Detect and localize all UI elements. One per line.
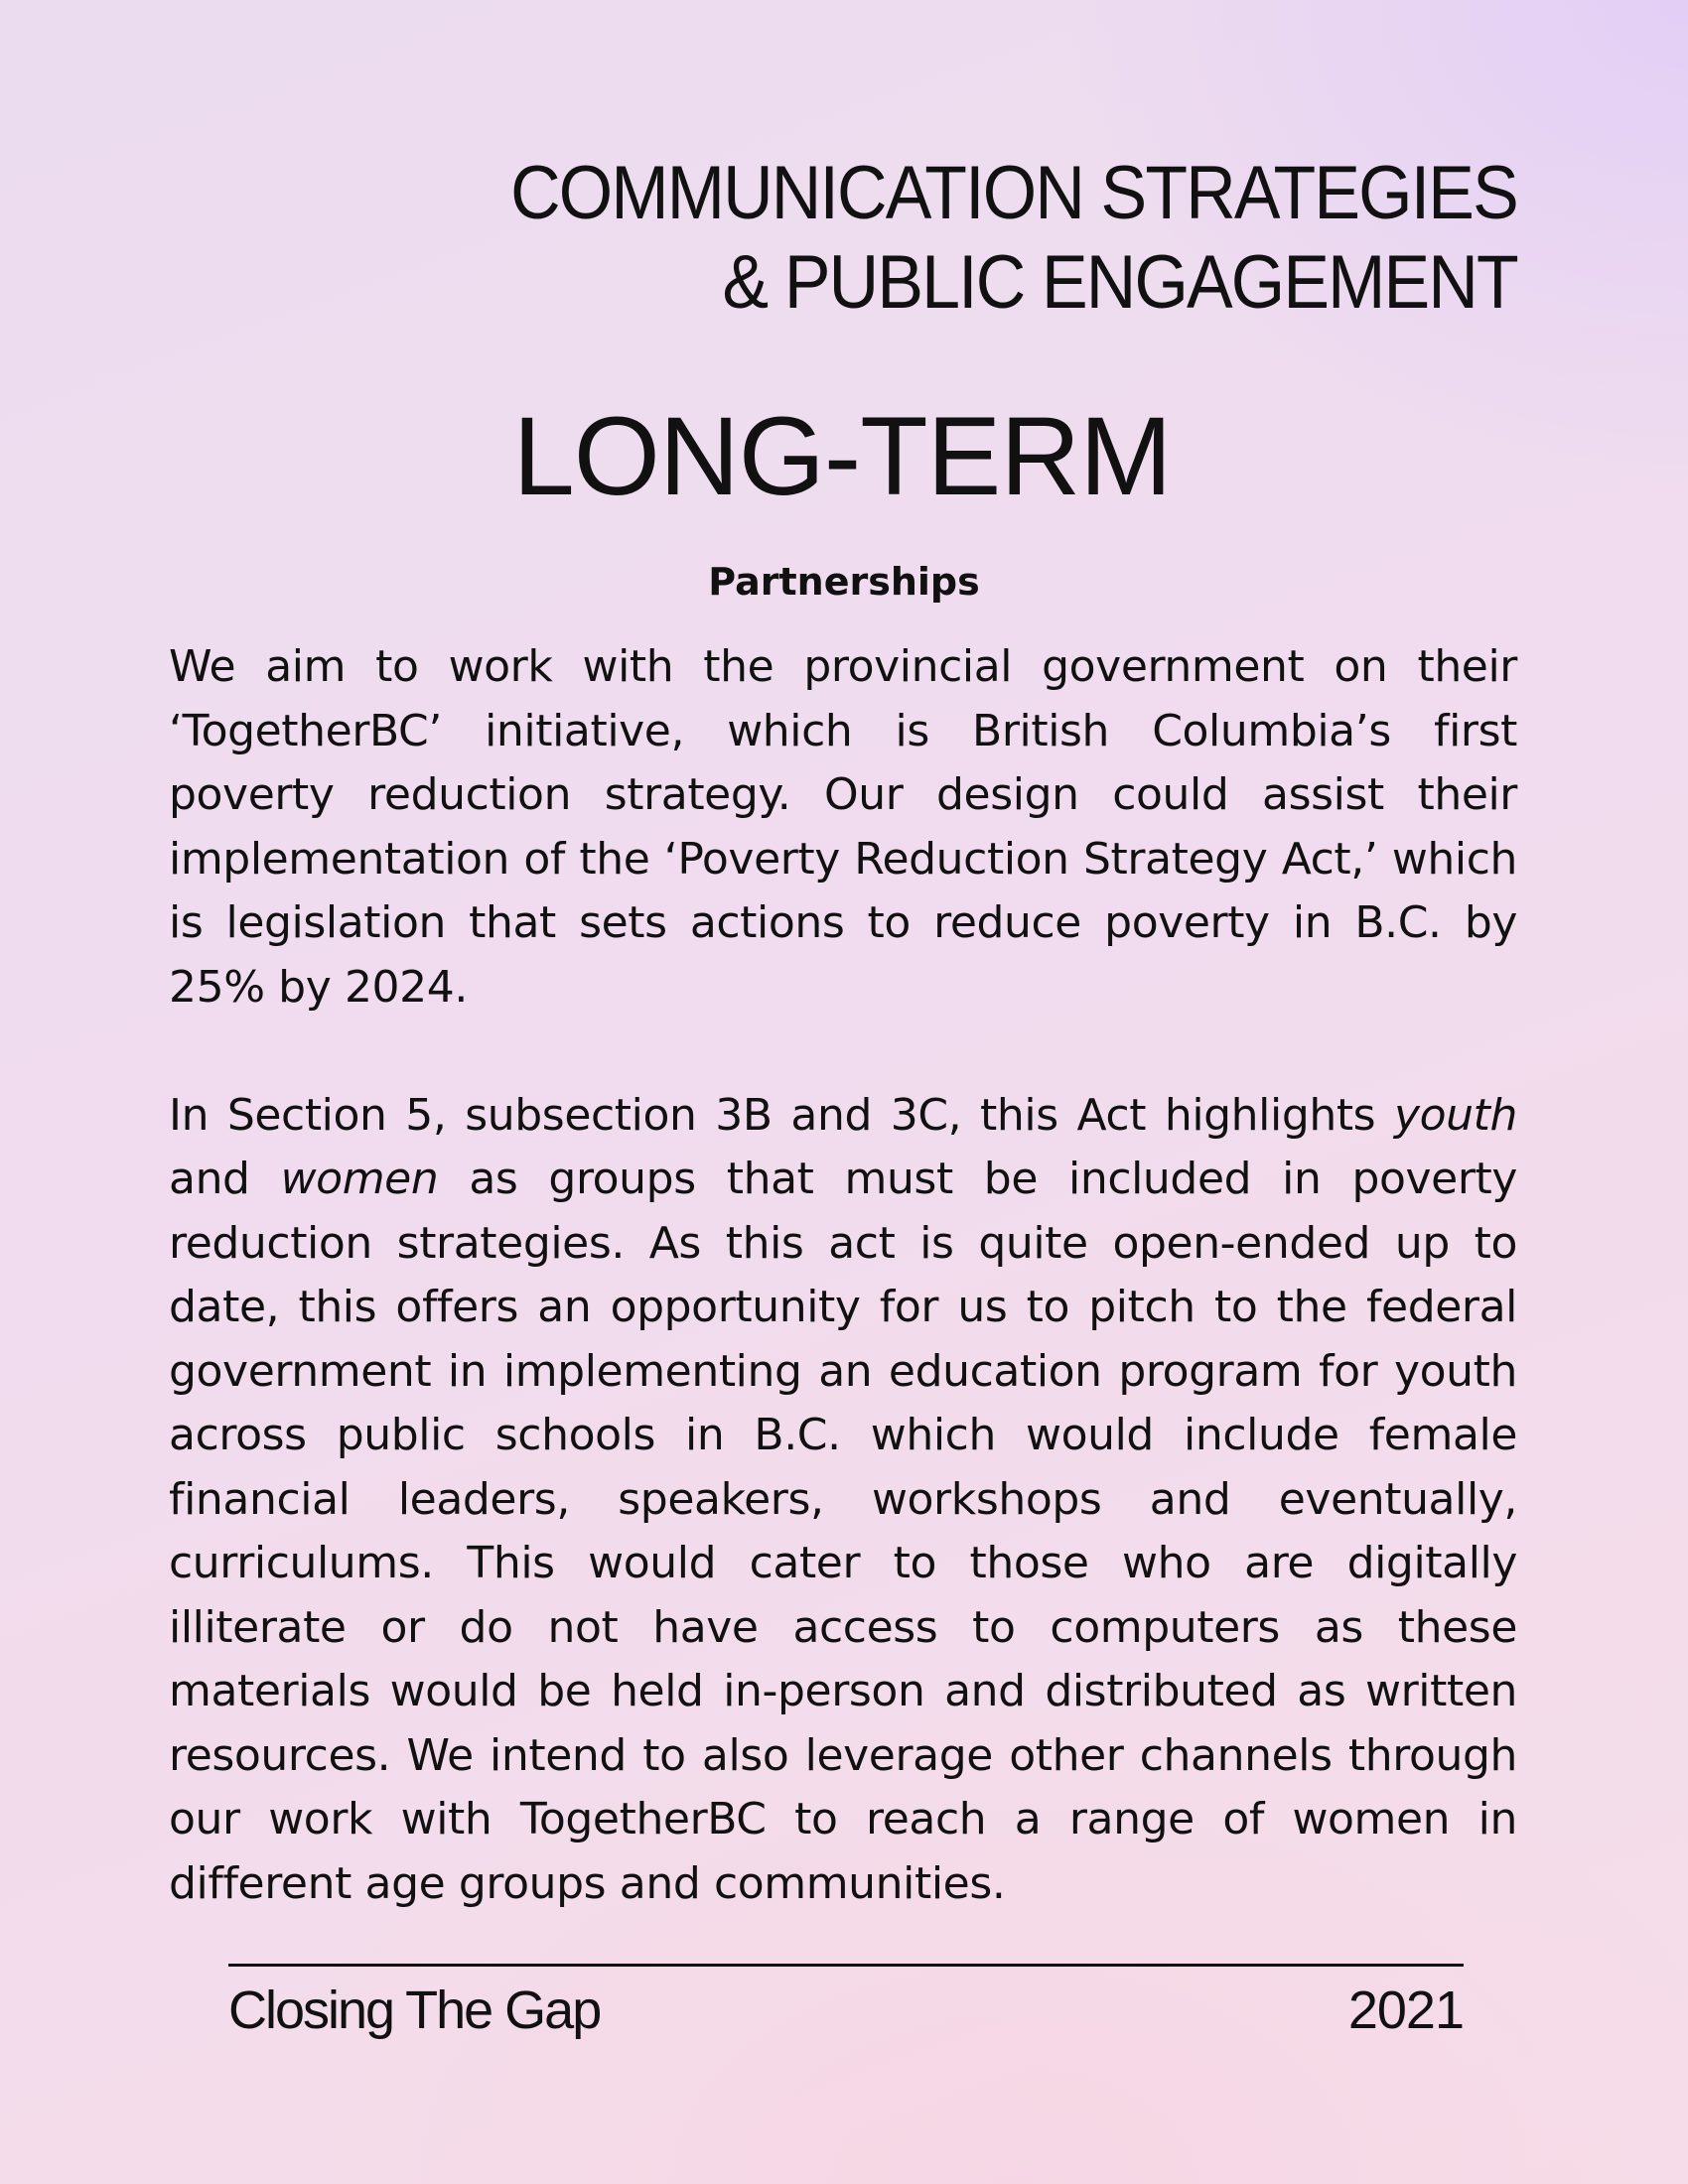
emphasis-women: women (280, 1154, 439, 1204)
paragraph-2 (169, 1084, 1517, 1917)
section-title-line1: COMMUNICATION STRATEGIES (510, 151, 1517, 235)
paragraph-1: We aim to work with the provincial government on their ‘TogetherBC’ initiative, which is British Columbia’s first poverty reduction strategy. Our design could assist their implementation of the ‘Poverty Reduction Strategy Act,’ which is legislation that sets actions to reduce poverty in B.C. by 25% by 2024. (169, 641, 1517, 1013)
footer-divider (228, 1964, 1464, 1967)
paragraph-2-part3: as groups that must be included in poverty reduction strategies. As this act is quite open-ended up to date, this offers an opportunity for us to pitch to the federal government in implementing an education program for youth across public schools in B.C. which would include female financial leaders, speakers, workshops and eventually, curriculums. This would cater to those who are digitally illiterate or do not have access to computers as these materials would be held in-person and distributed as written resources. We intend to also leverage other channels through our work with TogetherBC to reach a range of women in different age groups and communities. (169, 1154, 1517, 1909)
emphasis-youth: youth (1394, 1089, 1517, 1141)
footer-year: 2021 (1347, 1980, 1464, 2040)
body-text (169, 635, 1517, 1916)
paragraph-2-part2: and (169, 1154, 281, 1204)
section-title (510, 149, 1517, 328)
subheading: Partnerships (708, 560, 980, 604)
paragraph-2-part1: In Section 5, subsection 3B and 3C, this Act highlights (169, 1089, 1394, 1141)
section-title-line2: & PUBLIC ENGAGEMENT (722, 240, 1517, 325)
footer-title: Closing The Gap (228, 1980, 601, 2040)
page-heading: LONG-TERM (512, 394, 1172, 518)
